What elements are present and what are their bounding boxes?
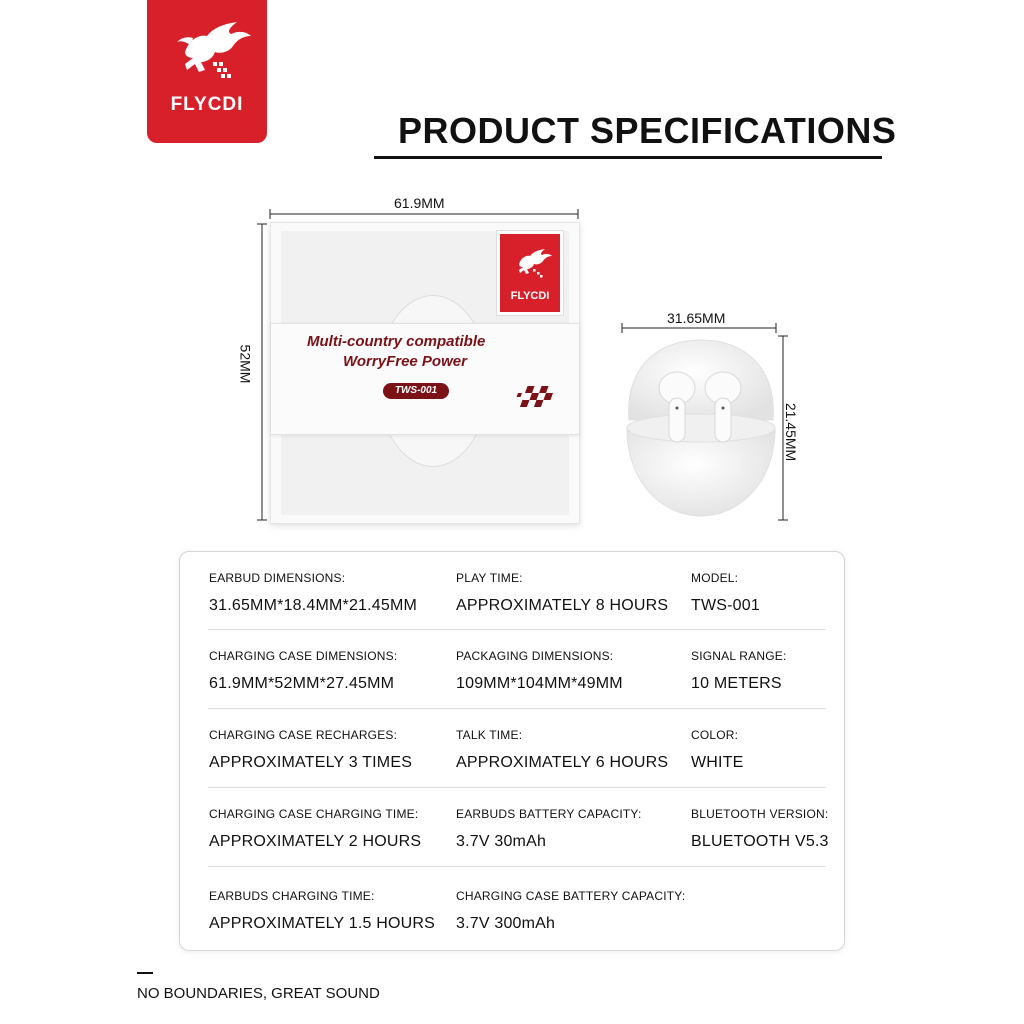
spec-label: PACKAGING DIMENSIONS:	[456, 649, 614, 663]
row-divider	[208, 629, 826, 630]
spec-label: COLOR:	[691, 728, 739, 742]
box-model-badge: TWS-001	[383, 383, 449, 399]
row-divider	[208, 866, 826, 867]
spec-earbuds-charging-time	[209, 889, 435, 933]
spec-label: CHARGING CASE RECHARGES:	[209, 728, 398, 742]
spec-label: PLAY TIME:	[456, 571, 523, 585]
footer-slogan: NO BOUNDARIES, GREAT SOUND	[137, 985, 380, 1002]
spec-charging-case-charging-time	[209, 807, 421, 851]
spec-talk-time	[456, 728, 668, 772]
spec-packaging-dimensions	[456, 649, 623, 693]
spec-label: SIGNAL RANGE:	[691, 649, 787, 663]
spec-charging-case-battery-capacity	[456, 889, 685, 933]
spec-label: MODEL:	[691, 571, 739, 585]
spec-value: APPROXIMATELY 6 HOURS	[456, 754, 669, 771]
brand-logo	[147, 0, 267, 143]
spec-label: EARBUDS CHARGING TIME:	[209, 889, 375, 903]
spec-value: APPROXIMATELY 2 HOURS	[209, 833, 422, 850]
row-divider	[208, 708, 826, 709]
spec-label: BLUETOOTH VERSION:	[691, 807, 829, 821]
spec-earbud-dimensions	[209, 571, 417, 615]
row-divider	[208, 787, 826, 788]
spec-value: 3.7V 30mAh	[456, 833, 547, 850]
spec-value: BLUETOOTH V5.3	[691, 833, 829, 850]
spec-value: WHITE	[691, 754, 744, 771]
spec-charging-case-recharges	[209, 728, 412, 772]
spec-color	[691, 728, 744, 772]
spec-value: APPROXIMATELY 3 TIMES	[209, 754, 413, 771]
footer-rule	[137, 972, 153, 974]
box-height-label: 52MM	[237, 344, 254, 384]
spec-label: CHARGING CASE DIMENSIONS:	[209, 649, 398, 663]
case-height-label: 21.45MM	[783, 402, 800, 462]
spec-charging-case-dimensions	[209, 649, 397, 693]
spec-earbuds-battery-capacity	[456, 807, 642, 851]
spec-signal-range	[691, 649, 787, 693]
charging-case-image	[625, 330, 777, 518]
spec-value: 3.7V 300mAh	[456, 915, 556, 932]
brand-name: FLYCDI	[170, 94, 244, 115]
spec-label: TALK TIME:	[456, 728, 523, 742]
case-width-label: 31.65MM	[667, 310, 726, 326]
page-title: PRODUCT SPECIFICATIONS	[398, 110, 897, 151]
box-brand-logo	[497, 231, 563, 315]
checker-mark-icon	[513, 382, 573, 412]
pegasus-icon	[147, 0, 267, 96]
spec-bluetooth-version	[691, 807, 829, 851]
spec-model	[691, 571, 760, 615]
spec-value: APPROXIMATELY 8 HOURS	[456, 597, 669, 614]
spec-value: APPROXIMATELY 1.5 HOURS	[209, 915, 435, 932]
pegasus-icon	[500, 234, 560, 290]
spec-value: TWS-001	[691, 597, 760, 614]
spec-label: EARBUDS BATTERY CAPACITY:	[456, 807, 642, 821]
spec-value: 31.65MM*18.4MM*21.45MM	[209, 597, 418, 614]
box-tagline-2: WorryFree Power	[343, 353, 467, 370]
spec-label: CHARGING CASE BATTERY CAPACITY:	[456, 889, 686, 903]
spec-label: CHARGING CASE CHARGING TIME:	[209, 807, 419, 821]
specifications-panel	[179, 551, 845, 951]
spec-value: 109MM*104MM*49MM	[456, 675, 623, 692]
spec-value: 61.9MM*52MM*27.45MM	[209, 675, 395, 692]
box-tagline-1: Multi-country compatible	[307, 333, 486, 350]
box-brand-name: FLYCDI	[510, 290, 550, 302]
spec-value: 10 METERS	[691, 675, 782, 692]
spec-play-time	[456, 571, 668, 615]
box-width-label: 61.9MM	[394, 195, 445, 211]
title-underline	[374, 156, 882, 159]
packaging-box-image	[270, 222, 580, 524]
spec-label: EARBUD DIMENSIONS:	[209, 571, 346, 585]
